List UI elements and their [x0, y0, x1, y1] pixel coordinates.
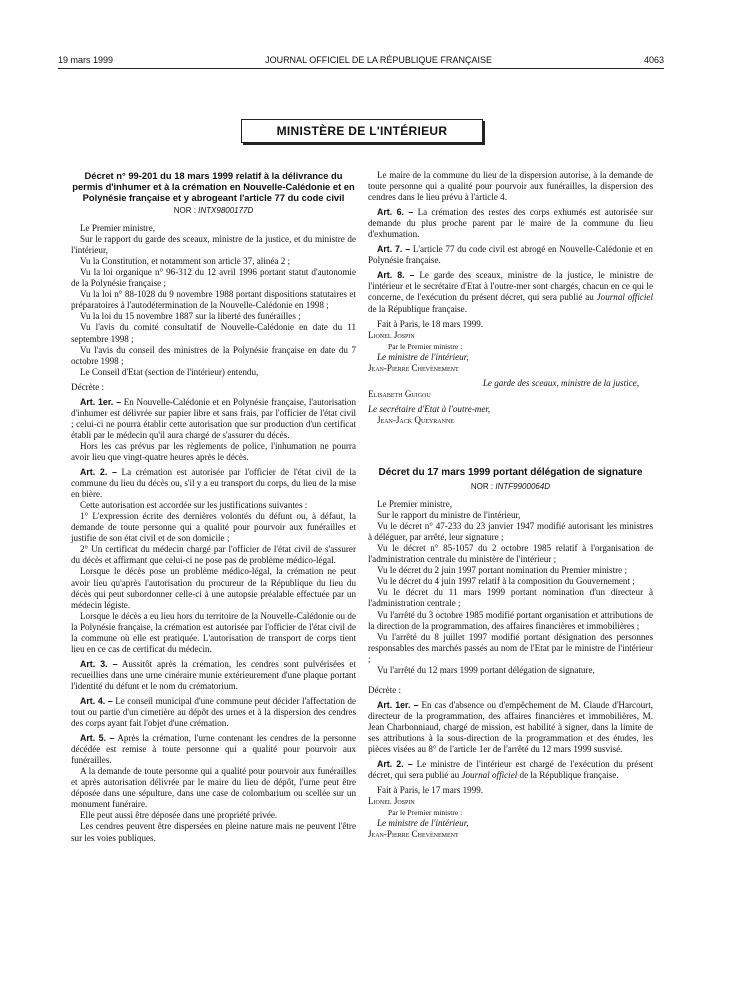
decree2-nor-code: INTF9900064D — [495, 481, 551, 491]
decree1-intro-6: Vu l'avis du comité consultatif de Nouvelle-Calédonie en date du 11 septembre 1998 ; — [71, 322, 356, 344]
decree1-art5-label: Art. 5. – — [80, 733, 115, 744]
decree1-art5-p2: A la demande de toute personne qui a qualité pour pourvoir aux funérailles et après autorisation délivrée par le maire du lieu de dépôt, l'urne peut être déposée dans une sépulture, dans une case de colombarium ou scellée sur un monument funéraire. — [71, 766, 356, 810]
decree1-intro-2: Vu la Constitution, et notamment son article 37, alinéa 2 ; — [80, 256, 291, 267]
header-page-number: 4063 — [643, 55, 664, 65]
decree1-secr-title: Le secrétaire d'Etat à l'outre-mer, — [368, 403, 491, 414]
decree1-art8 — [368, 270, 653, 314]
decree1-art1 — [71, 397, 356, 441]
decree2-decrete: Décrète : — [368, 684, 402, 695]
decree1-intro-8: Le Conseil d'Etat (section de l'intérieur) entendu, — [80, 366, 259, 377]
decree1-intro-7: Vu l'avis du conseil des ministres de la Polynésie française en date du 7 octobre 1998 ; — [71, 344, 356, 366]
decree1-art2-p4: 2° Un certificat du médecin chargé par l'officier de l'état civil de s'assurer du décès et affirmant que celui-ci ne pose pas de problème médico-légal. — [71, 544, 356, 566]
decree1-min-int-name: Jean-Pierre Chevènement — [368, 362, 459, 373]
decree1-intro-5: Vu la loi du 15 novembre 1887 sur la liberté des funérailles ; — [80, 311, 301, 322]
decree1-art6-label: Art. 6. – — [377, 207, 414, 218]
decree2-min-int-name: Jean-Pierre Chevènement — [368, 829, 459, 840]
decree1-art5-text: Après la crémation, l'urne contenant les cendres de la personne décédée est remise à toute personne qui a qualité pour pourvoir aux funérailles. — [71, 733, 356, 766]
decree1-art2-p3: 1° L'expression écrite des dernières volontés du défunt ou, à défaut, la demande de toute personne qui a qualité pour pourvoir aux funérailles et justifie de son état civil et de son domicile ; — [71, 511, 356, 544]
header-date: 19 mars 1999 — [58, 55, 114, 65]
decree2-art2 — [368, 759, 653, 781]
decree2-intro-4: Vu le décret du 2 juin 1997 portant nomination du Premier ministre ; — [377, 565, 627, 576]
decree1-nor-label: NOR : — [173, 206, 196, 215]
decree2-sig-pm: Lionel Jospin — [368, 796, 415, 807]
header-rule — [58, 68, 664, 69]
decree1-art8-label: Art. 8. – — [377, 270, 415, 281]
decree1-art4-label: Art. 4. – — [80, 695, 113, 706]
decree2-art2-text-a: Le ministre de l'intérieur est chargé de l'exécution du présent décret, qui sera publié au — [368, 759, 653, 781]
decree2-done: Fait à Paris, le 17 mars 1999. — [377, 785, 484, 796]
decree1-art1-text: En Nouvelle-Calédonie et en Polynésie française, l'autorisation d'inhumer est délivrée sur papier libre et sans frais, par l'officier de l'état civil ; celui-ci ne pourra établir cette autorisation que sur production d'un certificat établi par le médecin qu'il aura chargé de s'assurer du décès. — [71, 396, 356, 440]
decree2-art2-journal: Journal officiel — [461, 770, 518, 781]
decree2-intro-5: Vu le décret du 4 juin 1997 relatif à la composition du Gouvernement ; — [377, 576, 635, 587]
header-journal-title: JOURNAL OFFICIEL DE LA RÉPUBLIQUE FRANÇAISE — [265, 55, 492, 65]
decree1-secr-name: Jean-Jack Queyranne — [377, 414, 454, 425]
decree2-art1 — [368, 700, 653, 755]
decree1-nor — [71, 205, 356, 216]
decree2-intro-2: Vu le décret n° 47-233 du 23 janvier 1947 modifié autorisant les ministres à déléguer, par arrêté, leur signature ; — [368, 521, 653, 543]
decree1-intro-1: Sur le rapport du garde des sceaux, ministre de la justice, et du ministre de l'intérieur, — [71, 234, 356, 256]
decree1-art5-p5: Le maire de la commune du lieu de la dispersion autorise, à la demande de toute personne qui a qualité pour pourvoir aux funérailles, la dispersion des cendres dans le lieu prévu à l'article 4. — [368, 170, 653, 203]
decree1-art8-text-a: Le garde des sceaux, ministre de la justice, le ministre de l'intérieur et le secrétaire d'Etat à l'outre-mer sont chargés, chacun en ce qui le concerne, de l'exécution du présent décret, qui sera publié au — [368, 270, 653, 303]
left-column — [71, 170, 356, 844]
page-header — [58, 55, 664, 65]
decree1-par-pm: Par le Premier ministre : — [388, 341, 463, 351]
decree1-art7 — [368, 244, 653, 266]
decree1-decrete: Décrète : — [71, 381, 105, 392]
decree2-intro-9: Vu l'arrêté du 12 mars 1999 portant délégation de signature, — [377, 664, 595, 675]
decree1-art6-text: La crémation des restes des corps exhumés est autorisée sur demande du plus proche parent par le maire de la commune du lieu d'exhumation. — [368, 207, 653, 240]
decree1-art1-label: Art. 1er. – — [80, 396, 121, 407]
decree1-min-int-title: Le ministre de l'intérieur, — [377, 351, 469, 362]
right-column — [368, 170, 653, 840]
decree1-art8-journal: Journal officiel — [596, 292, 653, 303]
decree2-intro-6: Vu le décret du 11 mars 1999 portant nomination d'un directeur à l'administration centrale ; — [368, 587, 653, 609]
decree1-art4-text: Le conseil municipal d'une commune peut décider l'affectation de tout ou partie d'un cimetière au dépôt des urnes et à la dispersion des cendres des corps ayant fait l'objet d'une crémation. — [71, 695, 356, 729]
decree1-art3 — [71, 659, 356, 692]
ministry-heading: MINISTÈRE DE L'INTÉRIEUR — [241, 119, 483, 143]
decree1-intro-0: Le Premier ministre, — [80, 223, 156, 234]
decree2-art2-text-b: de la République française. — [517, 770, 619, 781]
decree2-art2-label: Art. 2. – — [377, 759, 413, 770]
decree1-art2-p5: Lorsque le décès pose un problème médico-légal, la crémation ne peut avoir lieu qu'après l'autorisation du procureur de la République du lieu du décès qui peut subordonner celle-ci à une autopsie préalable effectuée par un médecin légiste. — [71, 566, 356, 610]
decree1-art7-text: L'article 77 du code civil est abrogé en Nouvelle-Calédonie et en Polynésie française. — [368, 244, 653, 266]
decree2-intro-7: Vu l'arrêté du 3 octobre 1985 modifié portant organisation et attributions de la direction de la programmation, des affaires financières et immobilières ; — [368, 609, 653, 631]
decree2-nor-label: NOR : — [470, 481, 494, 491]
decree1-garde-name: Elisabeth Guigou — [368, 388, 431, 399]
decree1-intro-4: Vu la loi n° 88-1028 du 9 novembre 1988 portant dispositions statutaires et préparatoires à l'autodétermination de la Nouvelle-Calédonie en 1998 ; — [71, 289, 356, 311]
decree1-art2-p2: Cette autorisation est accordée sur les justifications suivantes : — [80, 500, 308, 511]
decree1-art6 — [368, 207, 653, 240]
decree2-par-pm: Par le Premier ministre : — [388, 808, 463, 818]
decree2-art1-label: Art. 1er. – — [377, 699, 419, 710]
decree1-garde-title: Le garde des sceaux, ministre de la justice, — [482, 377, 639, 388]
decree1-nor-code: INTX9800177D — [198, 206, 254, 215]
decree2-intro-1: Sur le rapport du ministre de l'intérieur, — [377, 510, 521, 521]
decree1-done: Fait à Paris, le 18 mars 1999. — [377, 318, 484, 329]
decree1-art5-p4: Les cendres peuvent être dispersées en pleine nature mais ne peuvent l'être sur les voies publiques. — [71, 821, 356, 843]
decree2-nor — [368, 481, 653, 492]
decree1-art3-label: Art. 3. – — [80, 658, 118, 669]
decree1-art3-text: Aussitôt après la crémation, les cendres sont pulvérisées et recueillies dans une urne cinéraire munie extérieurement d'une plaque portant l'identité du défunt et le nom du crématorium. — [71, 658, 356, 691]
decree1-art2-label: Art. 2. – — [80, 467, 117, 478]
decree2-intro-0: Le Premier ministre, — [377, 499, 453, 510]
decree1-art1-p2: Hors les cas prévus par les règlements de police, l'inhumation ne pourra avoir lieu que vingt-quatre heures après le décès. — [71, 440, 356, 462]
decree2-intro-8: Vu l'arrêté du 8 juillet 1997 modifié portant désignation des personnes responsables des marchés passés au nom de l'Etat par le ministre de l'intérieur ; — [368, 631, 653, 664]
decree1-art7-label: Art. 7. – — [377, 244, 411, 255]
decree1-art5-p3: Elle peut aussi être déposée dans une propriété privée. — [80, 810, 278, 821]
decree2-min-int-title: Le ministre de l'intérieur, — [377, 818, 469, 829]
decree1-art2-p6: Lorsque le décès a eu lieu hors du territoire de la Nouvelle-Calédonie ou de la Polynésie française, la crémation est autorisée par l'officier de l'état civil de la commune où elle est pratiquée. L'autorisation de transport de corps tient lieu en ce cas de certificat du médecin. — [71, 610, 356, 654]
decree1-intro-3: Vu la loi organique n° 96-312 du 12 avril 1996 portant statut d'autonomie de la Polynésie française ; — [71, 267, 356, 289]
decree1-title: Décret n° 99-201 du 18 mars 1999 relatif à la délivrance du permis d'inhumer et à la crémation en Nouvelle-Calédonie et en Polynésie française et y abrogeant l'article 77 du code civil — [72, 170, 355, 203]
decree2-title: Décret du 17 mars 1999 portant délégation de signature — [378, 466, 643, 478]
decree1-sig-pm: Lionel Jospin — [368, 329, 415, 340]
decree2-art1-text: En cas d'absence ou d'empêchement de M. Claude d'Harcourt, directeur de la programmation, des affaires financières et immobilières, M. Jean Charbonniaud, chargé de mission, est habilité à signer, dans la limite de ses attributions à la sous-direction de la programmation et des études, les pièces visées au 8° de l'article 1er de l'arrêté du 12 mars 1999 susvisé. — [368, 699, 653, 755]
decree1-art5 — [71, 733, 356, 766]
decree1-art2 — [71, 467, 356, 500]
decree1-art8-text-b: de la République française. — [368, 303, 467, 314]
decree2-intro-3: Vu le décret n° 85-1057 du 2 octobre 1985 relatif à l'organisation de l'administration centrale du ministère de l'intérieur ; — [368, 543, 653, 565]
decree1-art2-text: La crémation est autorisée par l'officier de l'état civil de la commune du lieu du décès ou, s'il y a eu transport du corps, du lieu de la mise en bière. — [71, 467, 356, 500]
decree1-art4 — [71, 696, 356, 729]
